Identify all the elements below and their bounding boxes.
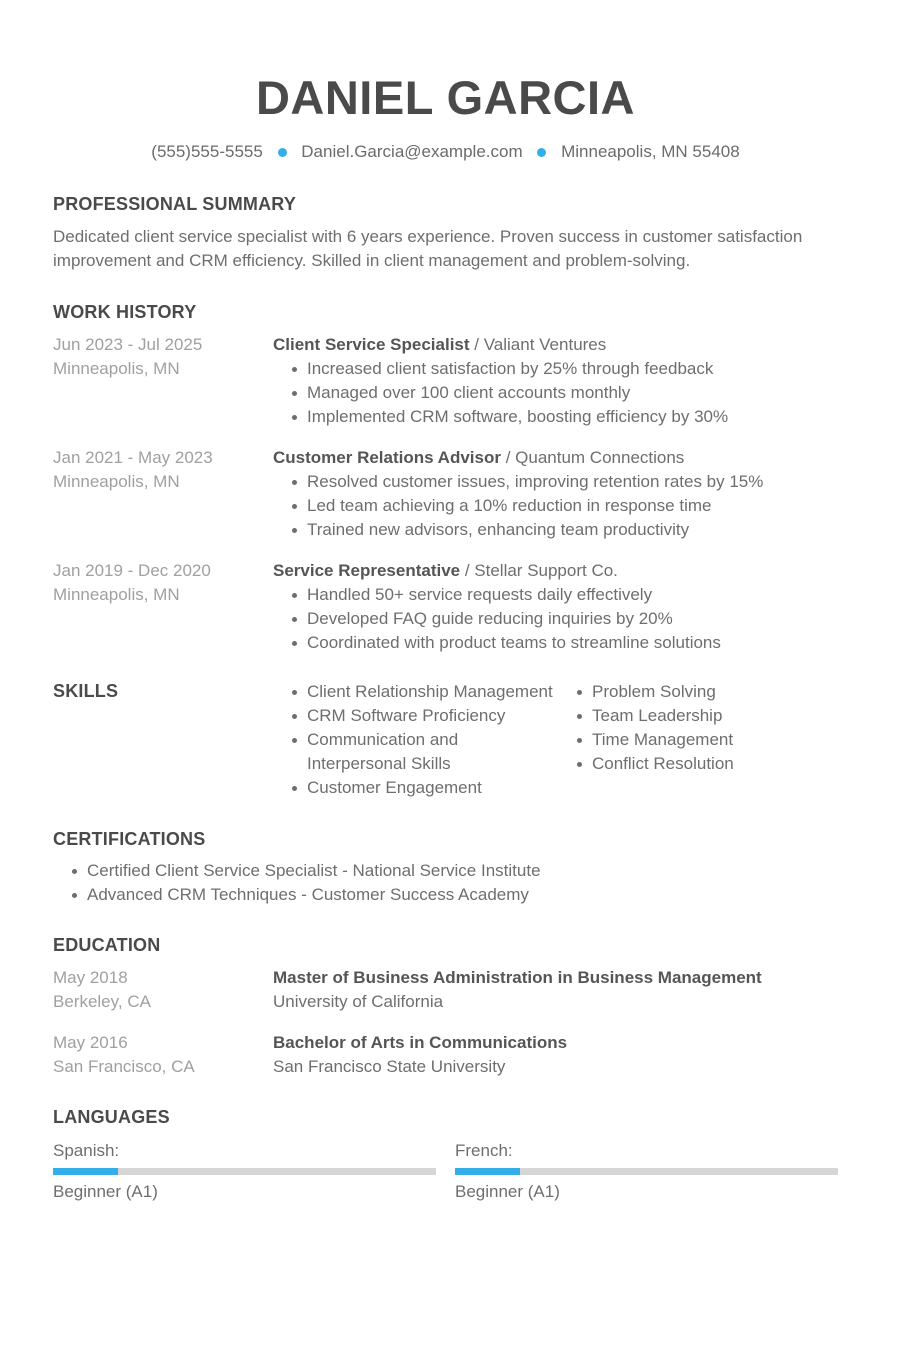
- list-item: Communication and Interpersonal Skills: [307, 728, 558, 776]
- job-details: [273, 559, 838, 655]
- education-location: San Francisco, CA: [53, 1057, 195, 1076]
- skills-label: [53, 680, 273, 800]
- list-item: Managed over 100 client accounts monthly: [307, 381, 838, 405]
- education-entry: [53, 966, 838, 1014]
- list-item: Time Management: [592, 728, 843, 752]
- separator-dot-icon: [537, 148, 546, 157]
- school-name: University of California: [273, 992, 444, 1011]
- education-meta: [53, 966, 273, 1014]
- list-item: Team Leadership: [592, 704, 843, 728]
- job-company: / Valiant Ventures: [469, 335, 607, 354]
- certifications-section: [53, 828, 838, 907]
- language-name: French:: [455, 1141, 513, 1160]
- work-history-section: [53, 301, 838, 655]
- list-item: Customer Engagement: [307, 776, 558, 800]
- job-meta: [53, 446, 273, 542]
- location: Minneapolis, MN 55408: [561, 142, 740, 161]
- summary-title: PROFESSIONAL SUMMARY: [53, 194, 297, 214]
- job-dates: Jan 2021 - May 2023: [53, 448, 213, 467]
- skills-title: SKILLS: [53, 681, 119, 701]
- education-date: May 2016: [53, 1033, 128, 1052]
- education-section: [53, 934, 838, 1079]
- list-item: Increased client satisfaction by 25% through feedback: [307, 357, 838, 381]
- education-title: EDUCATION: [53, 935, 161, 955]
- job-entry: [53, 446, 838, 542]
- list-item: Trained new advisors, enhancing team productivity: [307, 518, 838, 542]
- phone-number: (555)555-5555: [151, 142, 263, 161]
- job-details: [273, 446, 838, 542]
- languages-title: LANGUAGES: [53, 1107, 170, 1127]
- list-item: Conflict Resolution: [592, 752, 843, 776]
- job-meta: [53, 559, 273, 655]
- job-location: Minneapolis, MN: [53, 472, 180, 491]
- work-history-title: WORK HISTORY: [53, 302, 197, 322]
- education-meta: [53, 1031, 273, 1079]
- job-company: / Quantum Connections: [500, 448, 685, 467]
- certifications-list: [53, 859, 838, 907]
- list-item: CRM Software Proficiency: [307, 704, 558, 728]
- job-company: / Stellar Support Co.: [460, 561, 618, 580]
- education-entry: [53, 1031, 838, 1079]
- email-address: Daniel.Garcia@example.com: [301, 142, 523, 161]
- job-meta: [53, 333, 273, 429]
- proficiency-bar-fill: [53, 1168, 118, 1175]
- list-item: Developed FAQ guide reducing inquiries by 20%: [307, 607, 838, 631]
- job-details: [273, 333, 838, 429]
- proficiency-bar-fill: [455, 1168, 520, 1175]
- skills-section: [53, 680, 838, 800]
- list-item: Problem Solving: [592, 680, 843, 704]
- job-entry: [53, 333, 838, 429]
- job-dates: Jan 2019 - Dec 2020: [53, 561, 211, 580]
- job-role: Service Representative: [273, 561, 461, 580]
- summary-section: [53, 193, 838, 273]
- list-item: Advanced CRM Techniques - Customer Success Academy: [87, 883, 838, 907]
- list-item: Led team achieving a 10% reduction in response time: [307, 494, 838, 518]
- education-date: May 2018: [53, 968, 128, 987]
- contact-line: [53, 141, 838, 163]
- job-role: Customer Relations Advisor: [273, 448, 501, 467]
- job-bullets: [273, 470, 838, 542]
- summary-text: Dedicated client service specialist with 6 years experience. Proven success in customer satisfaction improvement and CRM efficiency. Skilled in client management and problem-solving.: [53, 227, 803, 270]
- proficiency-bar: [455, 1168, 838, 1175]
- job-bullets: [273, 357, 838, 429]
- languages-row: [53, 1140, 838, 1203]
- skills-list: [273, 680, 558, 800]
- skills-column-right: [558, 680, 843, 800]
- language-item: [455, 1140, 838, 1203]
- language-name: Spanish:: [53, 1141, 120, 1160]
- proficiency-bar: [53, 1168, 436, 1175]
- list-item: Coordinated with product teams to streamline solutions: [307, 631, 838, 655]
- job-location: Minneapolis, MN: [53, 359, 180, 378]
- education-details: [273, 1031, 838, 1079]
- languages-section: [53, 1106, 838, 1203]
- language-item: [53, 1140, 436, 1203]
- skills-column-left: [273, 680, 558, 800]
- list-item: Handled 50+ service requests daily effectively: [307, 583, 838, 607]
- language-level: Beginner (A1): [53, 1182, 158, 1201]
- separator-dot-icon: [278, 148, 287, 157]
- degree-name: Master of Business Administration in Business Management: [273, 968, 762, 987]
- skills-list: [558, 680, 843, 776]
- degree-name: Bachelor of Arts in Communications: [273, 1033, 568, 1052]
- list-item: Implemented CRM software, boosting efficiency by 30%: [307, 405, 838, 429]
- language-level: Beginner (A1): [455, 1182, 560, 1201]
- certifications-title: CERTIFICATIONS: [53, 829, 206, 849]
- job-role: Client Service Specialist: [273, 335, 470, 354]
- list-item: Resolved customer issues, improving retention rates by 15%: [307, 470, 838, 494]
- job-bullets: [273, 583, 838, 655]
- list-item: Client Relationship Management: [307, 680, 558, 704]
- job-entry: [53, 559, 838, 655]
- candidate-name: DANIEL GARCIA: [255, 71, 636, 124]
- job-dates: Jun 2023 - Jul 2025: [53, 335, 203, 354]
- school-name: San Francisco State University: [273, 1057, 506, 1076]
- list-item: Certified Client Service Specialist - National Service Institute: [87, 859, 838, 883]
- education-details: [273, 966, 838, 1014]
- education-location: Berkeley, CA: [53, 992, 151, 1011]
- job-location: Minneapolis, MN: [53, 585, 180, 604]
- skills-columns: [273, 680, 843, 800]
